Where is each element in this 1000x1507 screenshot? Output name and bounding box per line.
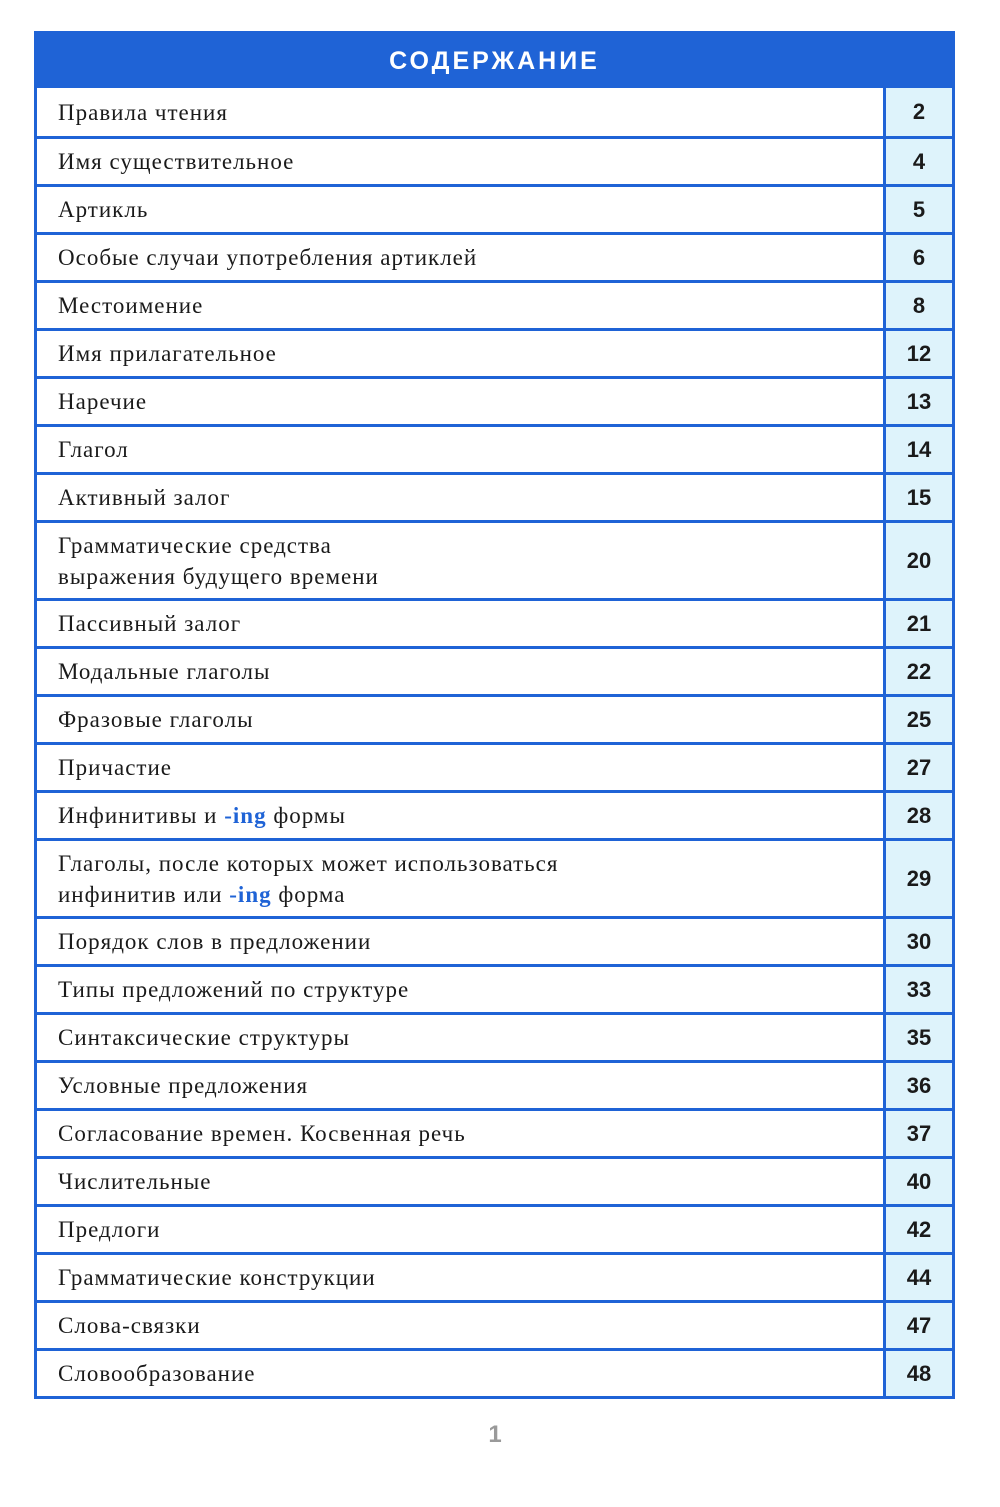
toc-entry-title <box>37 427 883 472</box>
toc-entry-text: Особые случаи употребления артиклей <box>58 245 478 270</box>
toc-entry-text: Согласование времен. Косвенная речь <box>58 1121 466 1146</box>
toc-entry <box>37 1300 952 1348</box>
toc-entry-text: выражения будущего времени <box>58 563 379 589</box>
toc-entry-text: Грамматические средства <box>58 532 332 558</box>
toc-entry <box>37 280 952 328</box>
toc-entry-title <box>37 235 883 280</box>
toc-entry-title-line <box>58 561 883 592</box>
toc-entry-title-line <box>58 386 883 417</box>
toc-entry-title-line <box>58 434 883 465</box>
toc-entry-page: 28 <box>883 793 952 838</box>
toc-entry-title-line <box>58 194 883 225</box>
toc-entry-text: Словообразование <box>58 1361 256 1386</box>
toc-entry-page: 48 <box>883 1351 952 1396</box>
toc-entry-text: Местоимение <box>58 293 204 318</box>
toc-entry <box>37 1060 952 1108</box>
toc-entry-title <box>37 1255 883 1300</box>
toc-entry-title <box>37 841 883 916</box>
toc-entry-text: Грамматические конструкции <box>58 1265 376 1290</box>
toc-entry-title-line <box>58 1262 883 1293</box>
toc-entry-page: 4 <box>883 139 952 184</box>
toc-entry-title-line <box>58 974 883 1005</box>
toc-entry-page: 21 <box>883 601 952 646</box>
toc-entry-title <box>37 283 883 328</box>
toc-entry-text: Условные предложения <box>58 1073 309 1098</box>
toc-entry-text: Слова-связки <box>58 1313 201 1338</box>
toc-entry-text: Глаголы, после которых может использоваться <box>58 850 559 876</box>
toc-entry-title-line <box>58 97 883 128</box>
toc-entry-text: Порядок слов в предложении <box>58 929 372 954</box>
toc-entry-page: 22 <box>883 649 952 694</box>
table-of-contents <box>34 31 955 1399</box>
toc-entry-text: форма <box>271 881 346 907</box>
toc-entry-text: Правила чтения <box>58 99 228 125</box>
toc-entry-page: 15 <box>883 475 952 520</box>
toc-entry-title <box>37 919 883 964</box>
toc-entry-title <box>37 331 883 376</box>
toc-entry-page: 30 <box>883 919 952 964</box>
toc-rows <box>37 88 952 1396</box>
toc-entry-text: Типы предложений по структуре <box>58 977 410 1002</box>
toc-entry-title-line <box>58 800 883 831</box>
toc-entry-text: Глагол <box>58 437 129 462</box>
toc-entry-title <box>37 793 883 838</box>
toc-entry-text: Предлоги <box>58 1217 161 1242</box>
toc-entry-text: Наречие <box>58 389 148 414</box>
toc-entry-page: 42 <box>883 1207 952 1252</box>
toc-entry-title-line <box>58 752 883 783</box>
toc-entry-title <box>37 1159 883 1204</box>
toc-entry-page: 5 <box>883 187 952 232</box>
toc-entry <box>37 328 952 376</box>
toc-entry <box>37 376 952 424</box>
toc-entry-title-line <box>58 879 883 910</box>
toc-entry-page: 47 <box>883 1303 952 1348</box>
toc-entry-page: 8 <box>883 283 952 328</box>
toc-entry-text: Модальные глаголы <box>58 659 271 684</box>
toc-entry <box>37 838 952 916</box>
toc-entry-title <box>37 379 883 424</box>
toc-entry-title <box>37 1015 883 1060</box>
toc-entry <box>37 646 952 694</box>
toc-entry <box>37 916 952 964</box>
toc-entry <box>37 964 952 1012</box>
toc-entry <box>37 1204 952 1252</box>
toc-entry-title-line <box>58 1070 883 1101</box>
toc-entry <box>37 1348 952 1396</box>
toc-entry-title <box>37 649 883 694</box>
toc-entry-title <box>37 1063 883 1108</box>
toc-entry-page: 13 <box>883 379 952 424</box>
toc-entry-title <box>37 1207 883 1252</box>
toc-entry-title-line <box>58 530 883 561</box>
toc-entry-title-line <box>58 656 883 687</box>
toc-entry-title-line <box>58 1310 883 1341</box>
toc-entry-title-line <box>58 1022 883 1053</box>
toc-entry-page: 40 <box>883 1159 952 1204</box>
toc-entry-title-line <box>58 338 883 369</box>
toc-entry-title <box>37 187 883 232</box>
toc-entry-title <box>37 139 883 184</box>
toc-entry-text: Фразовые глаголы <box>58 707 254 732</box>
toc-entry-text: Пассивный залог <box>58 611 242 636</box>
toc-entry <box>37 520 952 598</box>
toc-entry-page: 36 <box>883 1063 952 1108</box>
toc-entry <box>37 232 952 280</box>
toc-entry-page: 44 <box>883 1255 952 1300</box>
ing-highlight: -ing <box>229 881 272 907</box>
toc-entry-title <box>37 475 883 520</box>
toc-entry-text: Имя прилагательное <box>58 341 277 366</box>
toc-entry-title-line <box>58 1166 883 1197</box>
toc-entry-title-line <box>58 242 883 273</box>
toc-entry-title-line <box>58 608 883 639</box>
toc-entry-text: Активный залог <box>58 485 231 510</box>
toc-entry-text: Имя существительное <box>58 149 295 174</box>
toc-entry-title-line <box>58 1118 883 1149</box>
toc-entry-text: Инфинитивы и <box>58 803 225 828</box>
toc-entry-title <box>37 1303 883 1348</box>
ing-highlight: -ing <box>224 803 267 828</box>
toc-entry <box>37 424 952 472</box>
toc-entry-page: 33 <box>883 967 952 1012</box>
toc-entry <box>37 694 952 742</box>
toc-entry <box>37 184 952 232</box>
toc-entry-page: 14 <box>883 427 952 472</box>
toc-entry <box>37 1156 952 1204</box>
toc-entry-title <box>37 745 883 790</box>
toc-entry-page: 37 <box>883 1111 952 1156</box>
toc-entry-page: 6 <box>883 235 952 280</box>
toc-entry-page: 12 <box>883 331 952 376</box>
toc-entry-title <box>37 523 883 598</box>
toc-entry-page: 35 <box>883 1015 952 1060</box>
toc-entry-title-line <box>58 926 883 957</box>
toc-entry-page: 29 <box>883 841 952 916</box>
toc-header <box>37 34 952 88</box>
toc-entry-page: 27 <box>883 745 952 790</box>
toc-entry-title <box>37 1351 883 1396</box>
toc-entry-text: формы <box>266 803 346 828</box>
toc-entry <box>37 1108 952 1156</box>
toc-entry <box>37 1012 952 1060</box>
toc-entry-page: 20 <box>883 523 952 598</box>
toc-entry <box>37 1252 952 1300</box>
toc-entry-title-line <box>58 290 883 321</box>
toc-entry <box>37 472 952 520</box>
toc-entry-title <box>37 88 883 136</box>
toc-entry-title-line <box>58 1358 883 1389</box>
toc-entry-title-line <box>58 1214 883 1245</box>
toc-entry-text: Причастие <box>58 755 172 780</box>
toc-entry <box>37 790 952 838</box>
toc-entry <box>37 88 952 136</box>
toc-entry-text: Числительные <box>58 1169 212 1194</box>
toc-entry-title-line <box>58 704 883 735</box>
toc-entry-page: 25 <box>883 697 952 742</box>
page-number: 1 <box>488 1421 502 1448</box>
toc-entry-text: Синтаксические структуры <box>58 1025 350 1050</box>
toc-entry-page: 2 <box>883 88 952 136</box>
toc-entry <box>37 136 952 184</box>
toc-entry-text: инфинитив или <box>58 881 230 907</box>
toc-entry-title <box>37 967 883 1012</box>
toc-title: СОДЕРЖАНИЕ <box>389 46 600 75</box>
toc-entry-title-line <box>58 146 883 177</box>
toc-entry-title-line <box>58 848 883 879</box>
toc-entry-title <box>37 697 883 742</box>
toc-entry-text: Артикль <box>58 197 149 222</box>
toc-entry <box>37 742 952 790</box>
toc-entry-title <box>37 1111 883 1156</box>
toc-entry-title-line <box>58 482 883 513</box>
toc-entry-title <box>37 601 883 646</box>
toc-entry <box>37 598 952 646</box>
